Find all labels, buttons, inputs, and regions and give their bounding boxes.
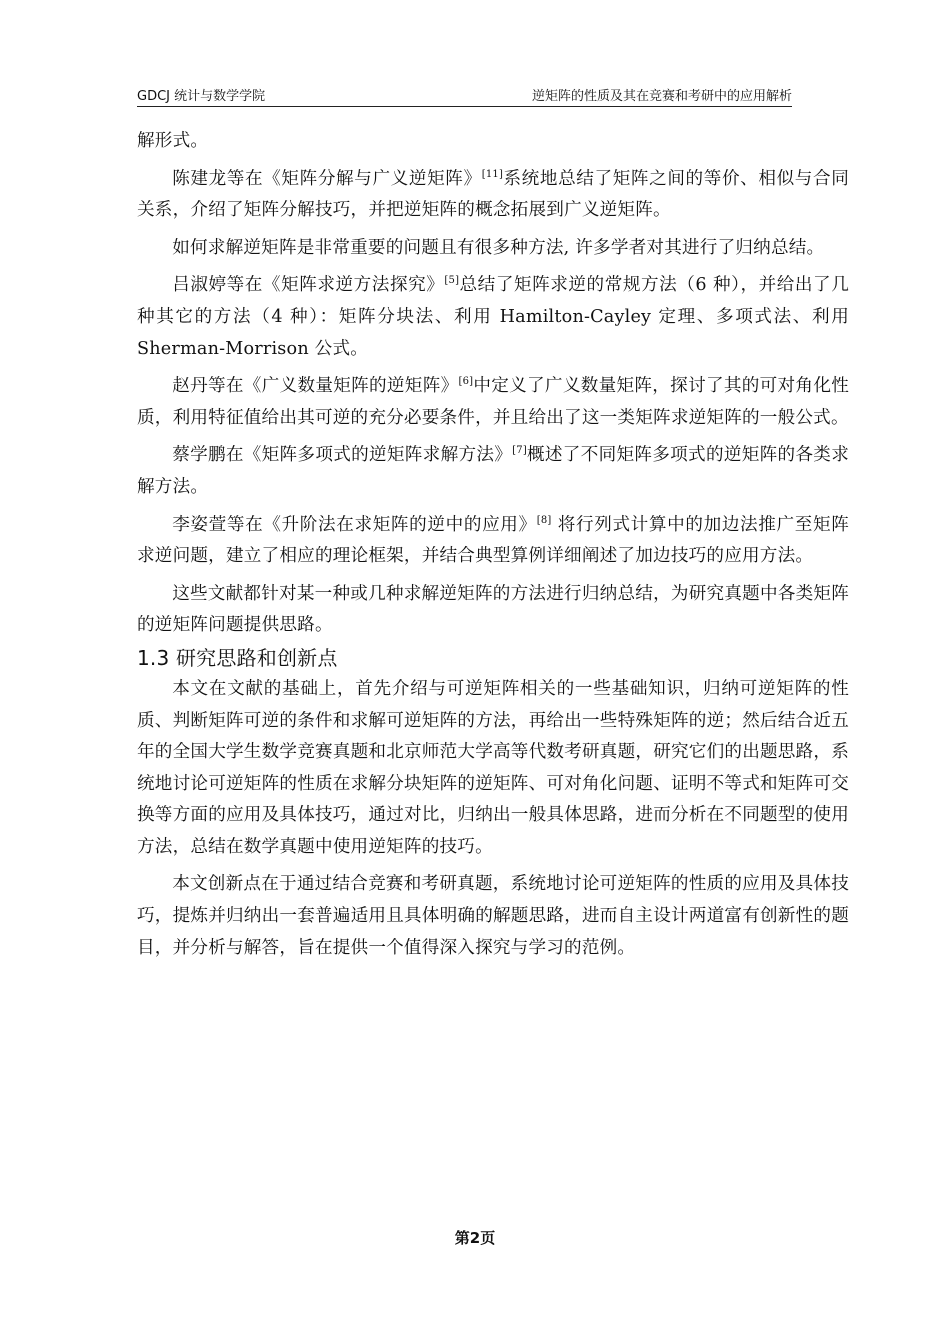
document-body — [137, 126, 849, 964]
paragraph-text: 蔡学鹏在《矩阵多项式的逆矩阵求解方法》 — [172, 445, 513, 466]
paragraph-text: 将行列式计算中的加边法推广至矩阵求逆问题，建立了相应的理论框架，并结合典型算例详细阐述了加边技巧的应用方法。 — [137, 514, 849, 567]
citation-ref: [7] — [512, 445, 527, 457]
paragraph-text: 总结了矩阵求逆的常规方法（6 种），并给出了几种其它的方法（4 种）：矩阵分块法、利用 Hamilton-Cayley 定理、多项式法、利用 Sherman-Morrison 公式。 — [137, 275, 849, 359]
page-header — [137, 89, 792, 107]
paragraph-innovation: 本文创新点在于通过结合竞赛和考研真题，系统地讨论可逆矩阵的性质的应用及具体技巧，提炼并归纳出一套普遍适用且具体明确的解题思路，进而自主设计两道富有创新性的题目，并分析与解答，旨在提供一个值得深入探究与学习的范例。 — [137, 874, 849, 958]
paragraph-literature-chen — [137, 164, 849, 227]
paragraph-text: 中定义了广义数量矩阵，探讨了其的可对角化性质，利用特征值给出其可逆的充分必要条件，并且给出了这一类矩阵求逆矩阵的一般公式。 — [137, 376, 850, 428]
paragraph-inverse-methods: 如何求解逆矩阵是非常重要的问题且有很多种方法, 许多学者对其进行了归纳总结。 — [172, 237, 825, 258]
paragraph-literature-lv — [137, 270, 849, 365]
header-paper-title: 逆矩阵的性质及其在竞赛和考研中的应用解析 — [531, 89, 792, 104]
citation-ref: [11] — [481, 168, 504, 180]
paragraph-literature-zhao — [137, 371, 849, 434]
citation-ref: [8] — [536, 514, 552, 526]
paragraph-literature-summary: 这些文献都针对某一种或几种求解逆矩阵的方法进行归纳总结，为研究真题中各类矩阵的逆矩阵问题提供思路。 — [137, 583, 849, 636]
paragraph-research-approach: 本文在文献的基础上，首先介绍与可逆矩阵相关的一些基础知识，归纳可逆矩阵的性质、判断矩阵可逆的条件和求解可逆矩阵的方法，再给出一些特殊矩阵的逆；然后结合近五年的全国大学生数学竞赛真题和北京师范大学高等代数考研真题，研究它们的出题思路，系统地讨论可逆矩阵的性质在求解分块矩阵的逆矩阵、可对角化问题、证明不等式和矩阵可交换等方面的应用及具体技巧，通过对比，归纳出一般具体思路，进而分析在不同题型的使用方法，总结在数学真题中使用逆矩阵的技巧。 — [137, 678, 849, 857]
paragraph-continuation: 解形式。 — [137, 131, 209, 151]
paragraph-text: 李姿萱等在《升阶法在求矩阵的逆中的应用》 — [172, 514, 537, 535]
page-number: 第2页 — [454, 1229, 496, 1247]
paragraph-text: 概述了不同矩阵多项式的逆矩阵的各类求解方法。 — [137, 445, 849, 497]
header-institution: GDCJ 统计与数学学院 — [137, 89, 266, 104]
section-heading: 1.3 研究思路和创新点 — [137, 645, 338, 670]
paragraph-literature-cai — [137, 440, 849, 503]
citation-ref: [6] — [458, 376, 474, 388]
paragraph-text: 陈建龙等在《矩阵分解与广义逆矩阵》 — [172, 168, 482, 189]
paragraph-text: 系统地总结了矩阵之间的等价、相似与合同关系，介绍了矩阵分解技巧，并把逆矩阵的概念拓展到广义逆矩阵。 — [137, 168, 849, 221]
paragraph-text: 赵丹等在《广义数量矩阵的逆矩阵》 — [172, 376, 459, 397]
paragraph-literature-li — [137, 510, 849, 573]
paragraph-text: 吕淑婷等在《矩阵求逆方法探究》 — [172, 275, 445, 296]
citation-ref: [5] — [444, 275, 460, 287]
